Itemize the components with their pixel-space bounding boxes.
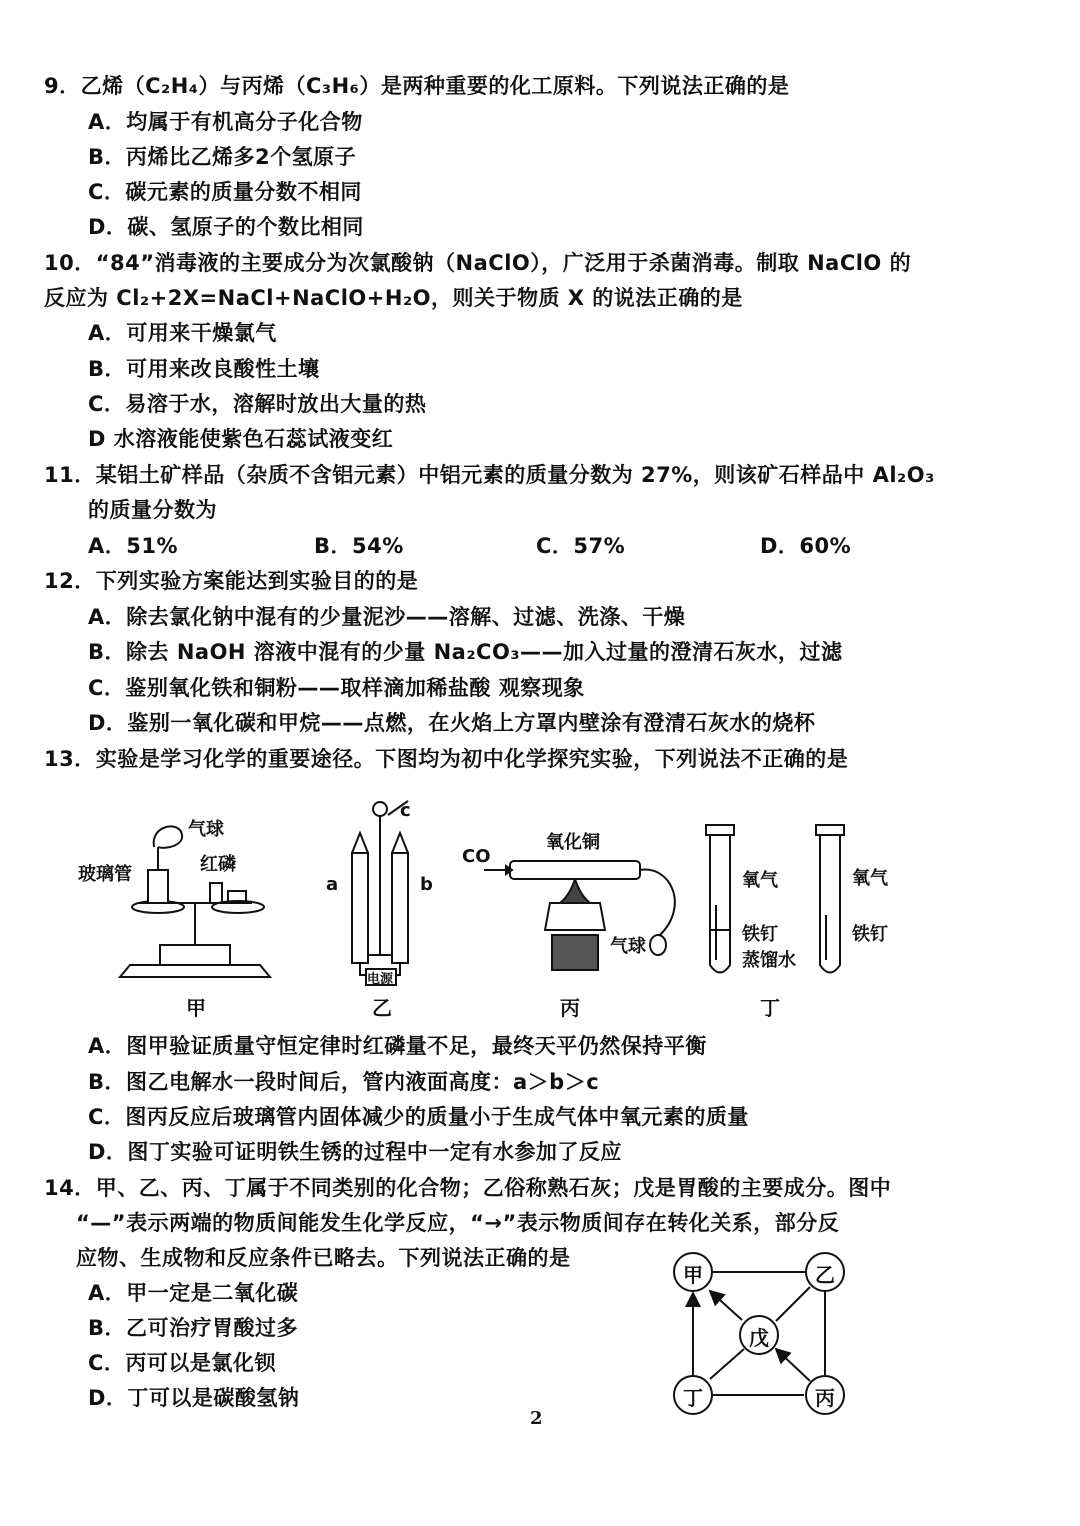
q9-option-a: A．均属于有机高分子化合物 [88,110,363,134]
q12-stem: 12．下列实验方案能达到实验目的的是 [44,569,419,593]
q12-option-a: A．除去氯化钠中混有的少量泥沙——溶解、过滤、洗涤、干燥 [88,605,686,629]
q13-option-c: C．图丙反应后玻璃管内固体减少的质量小于生成气体中氧元素的质量 [88,1105,749,1129]
q11-option-d: D．60% [760,534,852,558]
q14-option-d: D．丁可以是碳酸氢钠 [88,1386,300,1410]
label-balloon-jia: 气球 [188,819,224,840]
q10-stem-line2: 反应为 Cl₂+2X=NaCl+NaClO+H₂O，则关于物质 X 的说法正确的是 [44,286,743,310]
caption-jia: 甲 [186,996,206,1020]
q14-stem-line2: “—”表示两端的物质间能发生化学反应，“→”表示物质间存在转化关系，部分反 [76,1211,840,1235]
q10-option-c: C．易溶于水，溶解时放出大量的热 [88,392,427,416]
label-copper-oxide: 氧化铜 [546,832,600,853]
page-number: 2 [530,1408,543,1429]
node-bing: 丙 [815,1386,835,1410]
q10-stem-line1: 10．“84”消毒液的主要成分为次氯酸钠（NaClO），广泛用于杀菌消毒。制取 NaClO 的 [44,251,912,275]
q11-option-c: C．57% [536,534,626,558]
caption-yi: 乙 [372,996,392,1020]
q14-option-b: B．乙可治疗胃酸过多 [88,1316,299,1340]
q11-stem-line1: 11．某铝土矿样品（杂质不含铝元素）中铝元素的质量分数为 27%，则该矿石样品中 Al₂O₃ [44,463,935,487]
q13-option-a: A．图甲验证质量守恒定律时红磷量不足，最终天平仍然保持平衡 [88,1034,707,1058]
q10-option-a: A．可用来干燥氯气 [88,321,277,345]
label-iron-nail-2: 铁钉 [852,924,888,945]
figure-jia-balance [120,826,270,977]
figure-yi-electrolysis [352,801,408,985]
q13-stem: 13．实验是学习化学的重要途径。下图均为初中化学探究实验，下列说法不正确的是 [44,747,849,771]
label-iron-nail-1: 铁钉 [742,924,778,945]
q11-stem-line2: 的质量分数为 [88,498,217,522]
figure-bing-reduction [484,861,675,970]
node-ding: 丁 [683,1386,703,1410]
label-balloon-bing: 气球 [610,936,646,957]
label-red-phosphorus: 红磷 [200,854,236,875]
q12-option-d: D．鉴别一氧化碳和甲烷——点燃，在火焰上方罩内壁涂有澄清石灰水的烧杯 [88,711,816,735]
q14-option-a: A．甲一定是二氧化碳 [88,1281,299,1305]
caption-ding: 丁 [760,996,780,1020]
q12-option-c: C．鉴别氧化铁和铜粉——取样滴加稀盐酸 观察现象 [88,676,585,700]
label-oxygen-2: 氧气 [852,868,888,889]
q13-option-d: D．图丁实验可证明铁生锈的过程中一定有水参加了反应 [88,1140,622,1164]
label-a: a [326,874,339,895]
label-b: b [420,874,433,895]
q14-stem-line3: 应物、生成物和反应条件已略去。下列说法正确的是 [76,1246,571,1270]
label-power-source: 电源 [367,972,394,987]
label-c: c [400,800,411,821]
q10-option-d: D 水溶液能使紫色石蕊试液变红 [88,427,394,451]
q14-option-c: C．丙可以是氯化钡 [88,1351,276,1375]
q9-option-d: D．碳、氢原子的个数比相同 [88,215,364,239]
node-yi: 乙 [815,1263,835,1287]
q9-option-b: B．丙烯比乙烯多2个氢原子 [88,145,357,169]
caption-bing: 丙 [560,996,580,1020]
q11-option-b: B．54% [314,534,404,558]
q11-option-a: A．51% [88,534,179,558]
q10-option-b: B．可用来改良酸性土壤 [88,357,320,381]
q14-stem-line1: 14．甲、乙、丙、丁属于不同类别的化合物；乙俗称熟石灰；戊是胃酸的主要成分。图中 [44,1176,892,1200]
label-glass-tube: 玻璃管 [78,864,132,885]
label-oxygen-1: 氧气 [742,870,778,891]
node-wu: 戊 [749,1326,769,1350]
node-jia: 甲 [683,1263,703,1287]
label-distilled-water: 蒸馏水 [742,950,796,971]
q9-stem: 9．乙烯（C₂H₄）与丙烯（C₃H₆）是两种重要的化工原料。下列说法正确的是 [44,74,790,98]
q13-option-b: B．图乙电解水一段时间后，管内液面高度：a＞b＞c [88,1070,600,1094]
q9-option-c: C．碳元素的质量分数不相同 [88,180,362,204]
q12-option-b: B．除去 NaOH 溶液中混有的少量 Na₂CO₃——加入过量的澄清石灰水，过滤 [88,640,843,664]
label-co: CO [462,846,491,867]
